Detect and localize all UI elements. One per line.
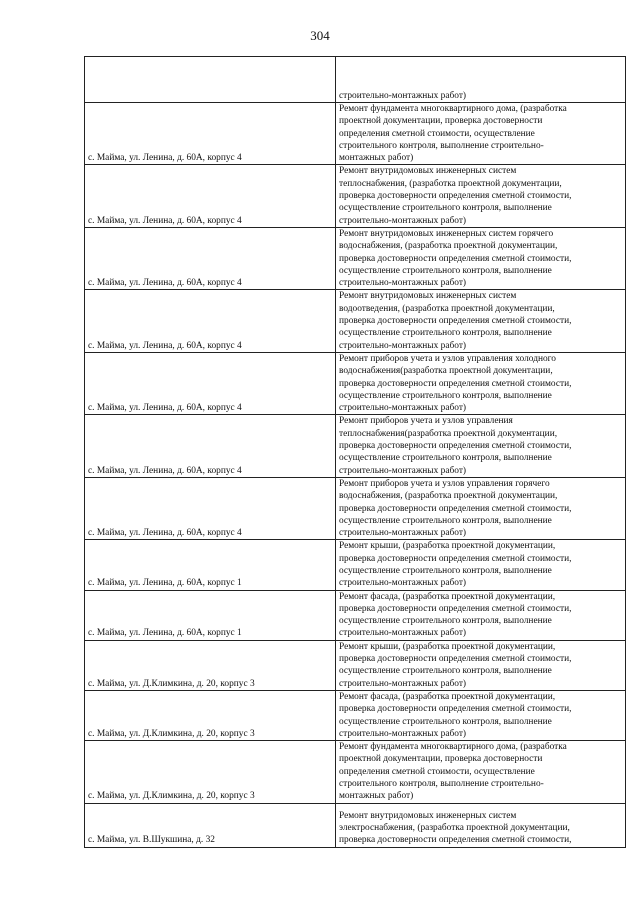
address-cell: с. Майма, ул. Ленина, д. 60А, корпус 4 xyxy=(85,352,336,414)
work-description-line: осуществление строительного контроля, выполнение xyxy=(339,616,552,627)
work-description-line: Ремонт крыши, (разработка проектной документации, xyxy=(339,541,556,552)
work-description-line: осуществление строительного контроля, выполнение xyxy=(339,515,552,526)
address-cell: с. Майма, ул. Д.Климкина, д. 20, корпус 3 xyxy=(85,640,336,690)
work-description-line: строительно-монтажных работ) xyxy=(339,90,467,101)
work-description-line: строительно-монтажных работ) xyxy=(339,340,467,351)
table-row xyxy=(85,540,626,590)
table-row xyxy=(85,227,626,289)
work-description-cell xyxy=(336,690,626,740)
work-description-cell xyxy=(336,290,626,352)
work-description-line: Ремонт фундамента многоквартирного дома, (разработка xyxy=(339,742,567,753)
work-description-cell xyxy=(336,640,626,690)
work-description-line: монтажных работ) xyxy=(339,791,414,802)
work-description-line: теплоснабжения(разработка проектной документации, xyxy=(339,428,558,439)
work-description-line: проверка достоверности определения сметной стоимости, xyxy=(339,553,572,564)
address-cell: с. Майма, ул. Ленина, д. 60А, корпус 4 xyxy=(85,165,336,227)
work-description-line: осуществление строительного контроля, выполнение xyxy=(339,453,552,464)
work-description-line: водоснабжения, (разработка проектной документации, xyxy=(339,241,558,252)
work-description-line: проверка достоверности определения сметной стоимости, xyxy=(339,253,572,264)
work-description-line: осуществление строительного контроля, выполнение xyxy=(339,265,552,276)
work-description-line: Ремонт крыши, (разработка проектной документации, xyxy=(339,641,556,652)
work-description-line: проверка достоверности определения сметной стоимости, xyxy=(339,704,572,715)
work-description-cell xyxy=(336,103,626,165)
work-description-line: строительного контроля, выполнение строительно- xyxy=(339,140,544,151)
work-description-line: проверка достоверности определения сметной стоимости, xyxy=(339,378,572,389)
table-row xyxy=(85,803,626,847)
work-description-cell xyxy=(336,803,626,847)
work-description-line: строительно-монтажных работ) xyxy=(339,215,467,226)
address-cell: с. Майма, ул. Ленина, д. 60А, корпус 4 xyxy=(85,227,336,289)
work-description-cell xyxy=(336,741,626,803)
table-row xyxy=(85,290,626,352)
work-description-line: Ремонт внутридомовых инженерных систем xyxy=(339,166,517,177)
work-description-line: проверка достоверности определения сметной стоимости, xyxy=(339,603,572,614)
work-description-line: Ремонт фундамента многоквартирного дома, (разработка xyxy=(339,104,567,114)
work-description-line: проверка достоверности определения сметной стоимости, xyxy=(339,654,572,665)
address-cell: с. Майма, ул. Ленина, д. 60А, корпус 4 xyxy=(85,103,336,165)
work-description-line: проверка достоверности определения сметной стоимости, xyxy=(339,441,572,452)
work-description-line: Ремонт внутридомовых инженерных систем xyxy=(339,291,517,302)
table-row xyxy=(85,590,626,640)
work-description-line: строительно-монтажных работ) xyxy=(339,403,467,414)
work-description-line: осуществление строительного контроля, выполнение xyxy=(339,666,552,677)
work-description-line: водоснабжения, (разработка проектной документации, xyxy=(339,491,558,502)
address-cell: с. Майма, ул. Ленина, д. 60А, корпус 4 xyxy=(85,477,336,539)
work-description-line: Ремонт фасада, (разработка проектной документации, xyxy=(339,591,556,602)
work-description-line: Ремонт внутридомовых инженерных систем xyxy=(339,810,517,821)
work-description-cell xyxy=(336,165,626,227)
work-description-cell xyxy=(336,590,626,640)
table-row xyxy=(85,415,626,477)
address-cell: с. Майма, ул. Д.Климкина, д. 20, корпус 3 xyxy=(85,690,336,740)
work-description-line: строительно-монтажных работ) xyxy=(339,728,467,739)
registry-rows xyxy=(85,57,626,848)
work-description-line: водоснабжения(разработка проектной документации, xyxy=(339,366,553,377)
work-description-line: теплоснабжения, (разработка проектной документации, xyxy=(339,178,562,189)
address-cell xyxy=(85,57,336,103)
work-description-cell xyxy=(336,540,626,590)
address-cell: с. Майма, ул. В.Шукшина, д. 32 xyxy=(85,803,336,847)
work-description-line: электроснабжения, (разработка проектной документации, xyxy=(339,823,570,834)
work-description-cell xyxy=(336,352,626,414)
work-description-line: монтажных работ) xyxy=(339,153,414,164)
work-description-cell xyxy=(336,57,626,103)
table-row xyxy=(85,741,626,803)
work-description-line: строительно-монтажных работ) xyxy=(339,465,467,476)
table-row xyxy=(85,57,626,103)
address-cell: с. Майма, ул. Д.Климкина, д. 20, корпус 3 xyxy=(85,741,336,803)
table-row xyxy=(85,690,626,740)
table-row xyxy=(85,640,626,690)
work-description-line: Ремонт приборов учета и узлов управления горячего xyxy=(339,478,550,489)
work-description-cell xyxy=(336,227,626,289)
work-description-cell xyxy=(336,477,626,539)
address-cell: с. Майма, ул. Ленина, д. 60А, корпус 1 xyxy=(85,540,336,590)
work-description-line: Ремонт приборов учета и узлов управления холодного xyxy=(339,353,556,364)
work-description-line: осуществление строительного контроля, выполнение xyxy=(339,390,552,401)
work-description-line: Ремонт фасада, (разработка проектной документации, xyxy=(339,691,556,702)
work-description-line: строительно-монтажных работ) xyxy=(339,278,467,289)
work-description-cell xyxy=(336,415,626,477)
work-description-line: проверка достоверности определения сметной стоимости, xyxy=(339,191,572,202)
work-description-line: определения сметной стоимости, осуществление xyxy=(339,128,535,139)
work-description-line: Ремонт внутридомовых инженерных систем горячего xyxy=(339,228,554,239)
work-description-line: осуществление строительного контроля, выполнение xyxy=(339,203,552,214)
work-description-line: осуществление строительного контроля, выполнение xyxy=(339,565,552,576)
work-description-line: проверка достоверности определения сметной стоимости, xyxy=(339,835,572,846)
work-description-line: строительного контроля, выполнение строительно- xyxy=(339,779,544,790)
registry-table xyxy=(84,56,626,848)
work-description-line: Ремонт приборов учета и узлов управления xyxy=(339,416,513,427)
page-number: 304 xyxy=(310,28,330,43)
work-description-line: проектной документации, проверка достоверности xyxy=(339,116,543,127)
address-cell: с. Майма, ул. Ленина, д. 60А, корпус 4 xyxy=(85,415,336,477)
work-description-line: строительно-монтажных работ) xyxy=(339,578,467,589)
work-description-line: осуществление строительного контроля, выполнение xyxy=(339,328,552,339)
table-row xyxy=(85,165,626,227)
table-row xyxy=(85,103,626,165)
work-description-line: определения сметной стоимости, осуществление xyxy=(339,766,535,777)
work-description-line: строительно-монтажных работ) xyxy=(339,678,467,689)
work-description-line: водоотведения, (разработка проектной документации, xyxy=(339,303,555,314)
table-row xyxy=(85,352,626,414)
address-cell: с. Майма, ул. Ленина, д. 60А, корпус 4 xyxy=(85,290,336,352)
table-row xyxy=(85,477,626,539)
work-description-line: осуществление строительного контроля, выполнение xyxy=(339,716,552,727)
work-description-line: проверка достоверности определения сметной стоимости, xyxy=(339,316,572,327)
work-description-line: проектной документации, проверка достоверности xyxy=(339,754,543,765)
work-description-line: строительно-монтажных работ) xyxy=(339,528,467,539)
work-description-line: проверка достоверности определения сметной стоимости, xyxy=(339,503,572,514)
address-cell: с. Майма, ул. Ленина, д. 60А, корпус 1 xyxy=(85,590,336,640)
work-description-line: строительно-монтажных работ) xyxy=(339,628,467,639)
